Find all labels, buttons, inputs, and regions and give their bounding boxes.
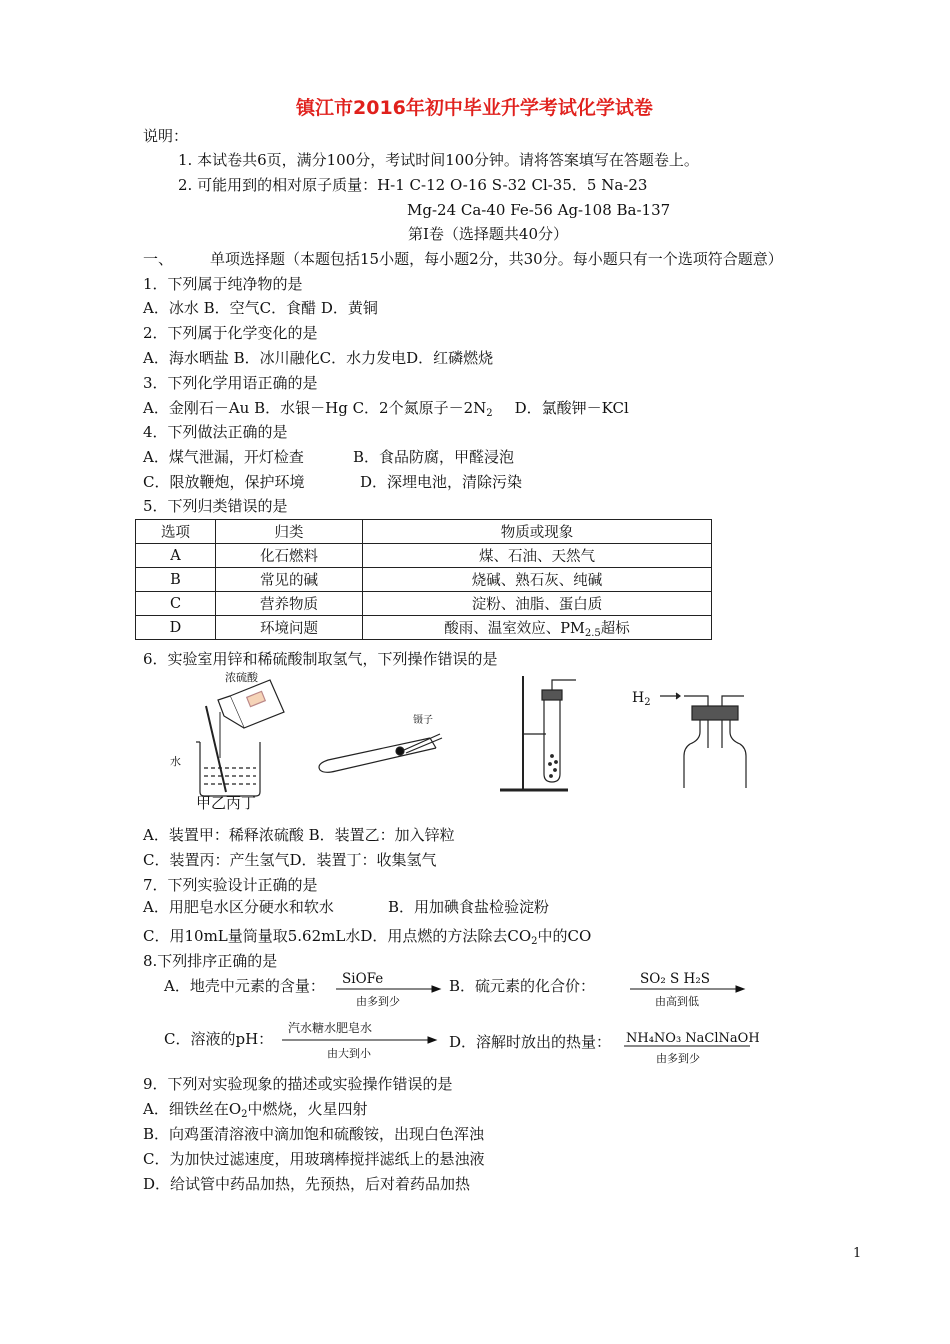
q9-option-d: D．给试管中药品加热，先预热，后对着药品加热 — [143, 1175, 471, 1193]
q6-stem: 6．实验室用锌和稀硫酸制取氢气，下列操作错误的是 — [143, 650, 498, 668]
q5-stem: 5．下列归类错误的是 — [143, 497, 288, 515]
pm-text: 酸雨、温室效应、PM — [444, 620, 585, 637]
section-number: 一、 — [143, 250, 174, 268]
intro-note-2: 2. 可能用到的相对原子质量：H-1 C-12 O-16 S-32 Cl-35．5 Na-23 — [178, 176, 648, 194]
arrow-a — [336, 986, 440, 992]
table-cell: 淀粉、油脂、蛋白质 — [363, 592, 712, 616]
table-cell: D — [136, 616, 216, 640]
q4-option-a: A．煤气泄漏，开灯检查 — [143, 448, 304, 466]
table-header-cell: 归类 — [216, 520, 363, 544]
table-header-cell: 物质或现象 — [363, 520, 712, 544]
q2-stem: 2．下列属于化学变化的是 — [143, 324, 318, 342]
q7-option-b: B．用加碘食盐检验淀粉 — [388, 898, 550, 916]
q2-options: A．海水晒盐 B．冰川融化C．水力发电D．红磷燃烧 — [143, 349, 494, 367]
q8-b-bottom: 由高到低 — [655, 995, 699, 1008]
q7-cd-tail: 中的CO — [537, 927, 592, 945]
table-cell: 营养物质 — [216, 592, 363, 616]
arrow-b — [630, 986, 744, 992]
apparatus-labels: 甲乙丙丁 — [196, 794, 257, 812]
q8-d-top: NH₄NO₃ NaClNaOH — [626, 1031, 760, 1046]
q4-option-b: B．食品防腐，甲醛浸泡 — [353, 448, 515, 466]
q8-d-label: D．溶解时放出的热量： — [449, 1033, 612, 1051]
section-description: 单项选择题（本题包括15小题，每小题2分，共30分。每小题只有一个选项符合题意） — [210, 250, 783, 268]
q3-stem: 3．下列化学用语正确的是 — [143, 374, 318, 392]
q9-a-subscript: 2 — [241, 1109, 248, 1120]
q9-stem: 9．下列对实验现象的描述或实验操作错误的是 — [143, 1075, 453, 1093]
q8-a-label: A．地壳中元素的含量： — [164, 977, 325, 995]
q4-option-d: D．深埋电池，清除污染 — [360, 473, 523, 491]
table-cell: C — [136, 592, 216, 616]
intro-note-2b: Mg-24 Ca-40 Fe-56 Ag-108 Ba-137 — [407, 201, 671, 219]
q3-subscript: 2 — [486, 408, 493, 419]
q7-subscript: 2 — [531, 936, 538, 947]
q1-stem: 1．下列属于纯净物的是 — [143, 275, 303, 293]
q3-options-a: A．金刚石－Au B．水银－Hg C．2个氮原子－2N — [143, 399, 487, 417]
pm-suffix: 超标 — [600, 620, 630, 637]
q4-stem: 4．下列做法正确的是 — [143, 423, 288, 441]
q7-stem: 7．下列实验设计正确的是 — [143, 876, 318, 894]
q6-options-ab: A．装置甲：稀释浓硫酸 B．装置乙：加入锌粒 — [143, 826, 455, 844]
table-cell: 煤、石油、天然气 — [363, 544, 712, 568]
part1-title: 第Ⅰ卷（选择题共40分） — [408, 225, 569, 243]
q7-cd-text: C．用10mL量筒量取5.62mL水D．用点燃的方法除去CO — [143, 927, 532, 945]
table-cell: 化石燃料 — [216, 544, 363, 568]
q8-a-bottom: 由多到少 — [356, 995, 400, 1008]
exam-title: 镇江市2016年初中毕业升学考试化学试卷 — [296, 97, 653, 119]
table-cell: 常见的碱 — [216, 568, 363, 592]
q8-b-top: SO₂ S H₂S — [640, 971, 710, 987]
water-label: 水 — [170, 755, 181, 768]
intro-label: 说明： — [143, 127, 189, 145]
q4-option-c: C．限放鞭炮，保护环境 — [143, 473, 305, 491]
q8-c-label: C．溶液的pH： — [164, 1030, 274, 1048]
q8-c-bottom: 由大到小 — [327, 1047, 371, 1060]
q9-option-b: B．向鸡蛋清溶液中滴加饱和硫酸铵，出现白色浑浊 — [143, 1125, 485, 1143]
q7-option-a: A．用肥皂水区分硬水和软水 — [143, 898, 334, 916]
table-cell: 烧碱、熟石灰、纯碱 — [363, 568, 712, 592]
table-cell: A — [136, 544, 216, 568]
table-header-cell: 选项 — [136, 520, 216, 544]
acid-label: 浓硫酸 — [225, 671, 258, 684]
q8-d-bottom: 由多到少 — [656, 1052, 700, 1065]
q3-options-d: D．氯酸钾－KCl — [514, 399, 629, 417]
arrow-c — [282, 1037, 436, 1043]
q8-a-top: SiOFe — [342, 971, 384, 987]
q6-options-cd: C．装置丙：产生氢气D．装置丁：收集氢气 — [143, 851, 437, 869]
tweezers-label: 镊子 — [413, 715, 433, 726]
q8-c-top: 汽水糖水肥皂水 — [288, 1021, 373, 1035]
page-number: 1 — [853, 1246, 862, 1261]
h2-subscript: 2 — [644, 697, 651, 708]
table-cell: 环境问题 — [216, 616, 363, 640]
q8-b-label: B．硫元素的化合价： — [449, 977, 596, 995]
h2-text: H — [632, 690, 645, 706]
q9-option-a — [143, 1099, 368, 1125]
table-cell: B — [136, 568, 216, 592]
q1-options: A．冰水 B．空气C．食醋 D．黄铜 — [143, 299, 378, 317]
q9-a-tail: 中燃烧，火星四射 — [247, 1100, 368, 1118]
q8-stem: 8.下列排序正确的是 — [143, 952, 278, 970]
q9-option-c: C．为加快过滤速度，用玻璃棒搅拌滤纸上的悬浊液 — [143, 1150, 485, 1168]
q9-a-text: A．细铁丝在O — [143, 1100, 242, 1118]
pm-subscript: 2.5 — [584, 627, 601, 639]
intro-note-1: 1. 本试卷共6页，满分100分，考试时间100分钟。请将答案填写在答题卷上。 — [178, 151, 699, 169]
